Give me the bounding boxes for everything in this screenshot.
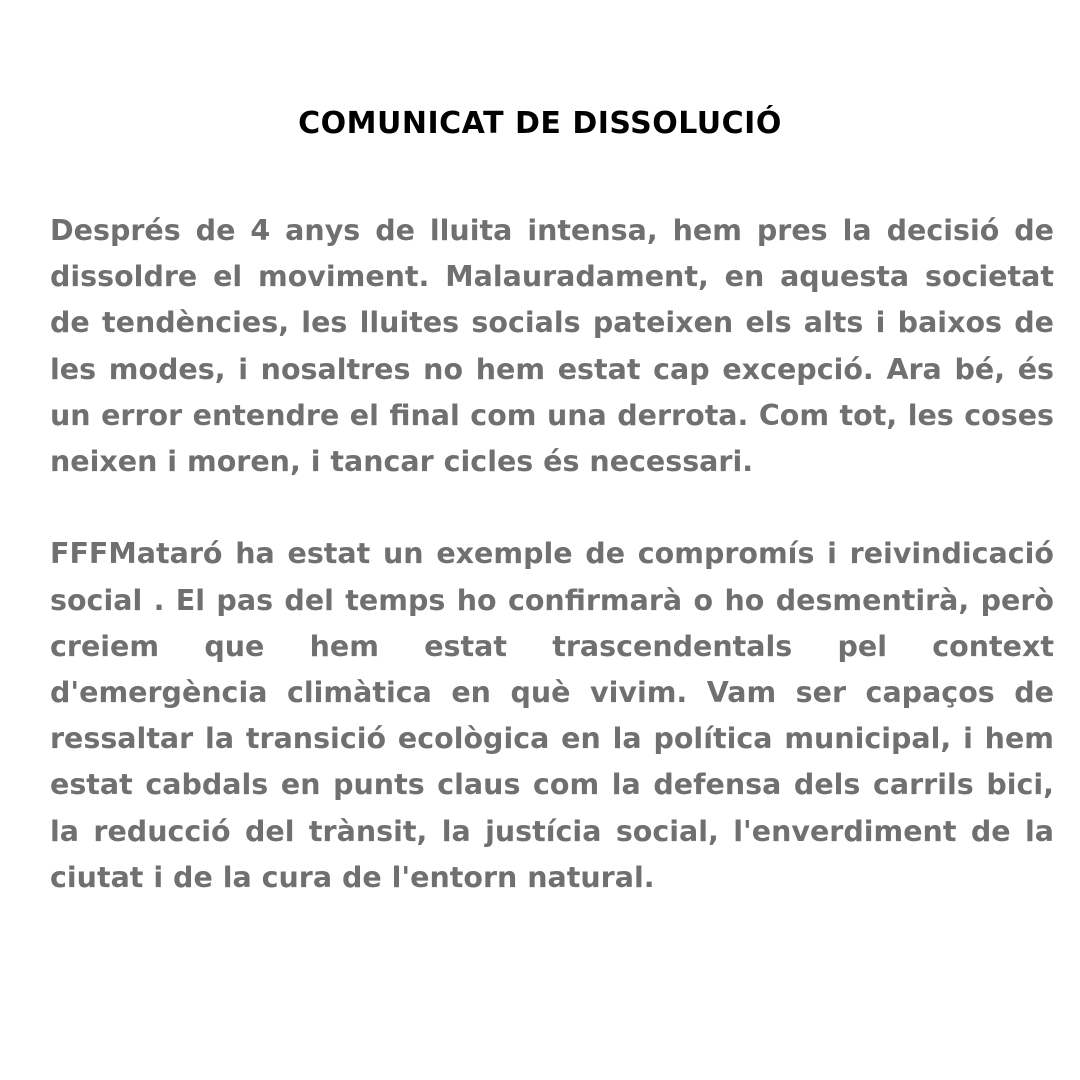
paragraph-2: FFFMataró ha estat un exemple de compromís i reivindicació social . El pas del temps ho confirmarà o ho desmentirà, però creiem que hem estat trascendentals pel context d'emergència climàtica en què vivim. Vam ser capaços de ressaltar la transició ecològica en la política municipal, i hem estat cabdals en punts claus com la defensa dels carrils bici, la reducció del trànsit, la justícia social, l'enverdiment de la ciutat i de la cura de l'entorn natural. [50, 537, 1054, 894]
paragraph-1: Després de 4 anys de lluita intensa, hem pres la decisió de dissoldre el moviment. Malauradament, en aquesta societat de tendències, les lluites socials pateixen els alts i baixos de les modes, i nosaltres no hem estat cap excepció. Ara bé, és un error entendre el final com una derrota. Com tot, les coses neixen i moren, i tancar cicles és necessari. [50, 214, 1054, 479]
page-title: COMUNICAT DE DISSOLUCIÓ [298, 106, 782, 141]
statement-body [50, 208, 1054, 901]
